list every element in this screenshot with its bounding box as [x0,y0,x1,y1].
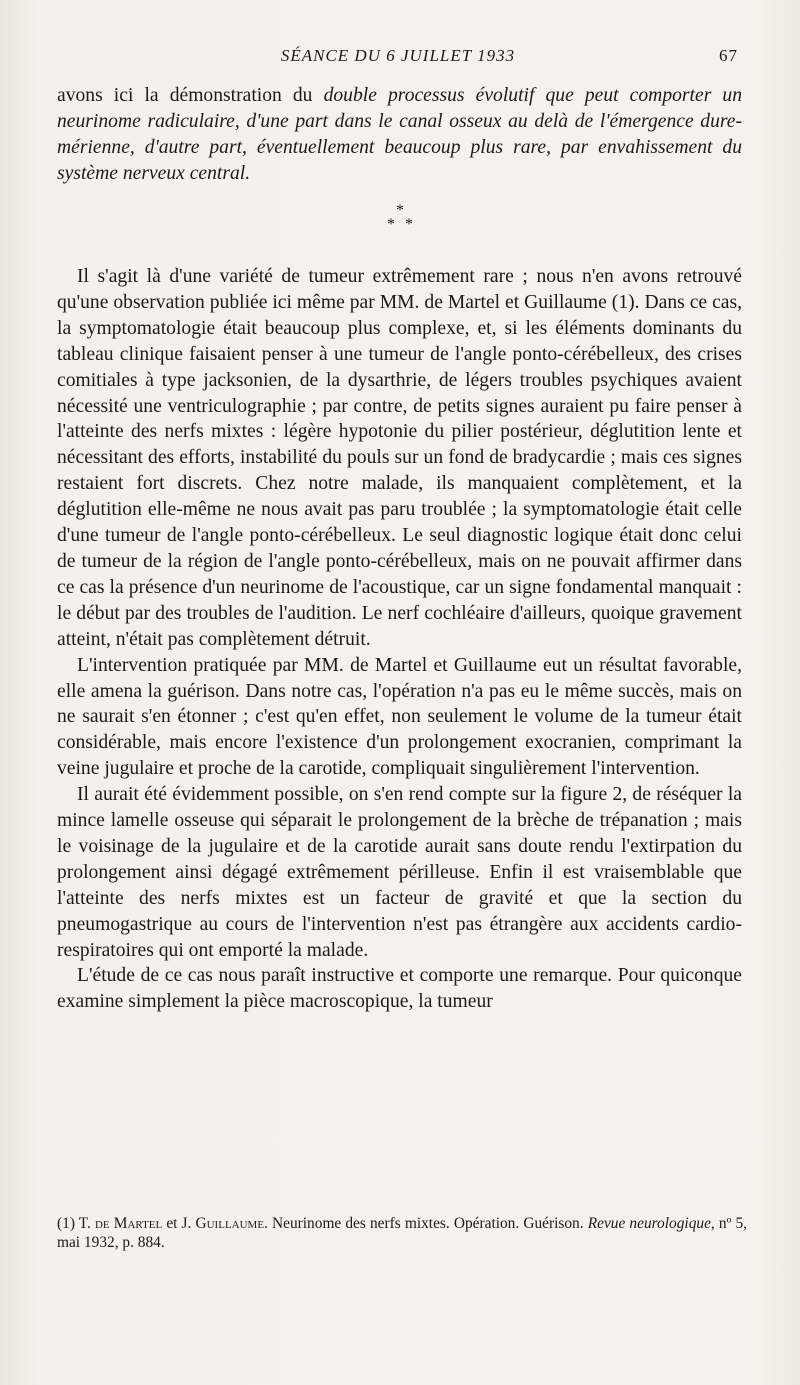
page-number: 67 [719,46,738,65]
footnote-author1-particle: de [94,1215,114,1232]
asterism-top: * [396,202,404,219]
footnote-marker: (1) T. [57,1215,95,1232]
footnote-and: et J. [162,1215,196,1232]
footnote-citation: , nº 5, mai 1932, p. 884. [57,1215,747,1251]
footnote-title: . Neurinome des nerfs mixtes. Opération. Guérison. [264,1215,584,1232]
paragraph-2: L'intervention pratiquée par MM. de Martel et Guillaume eut un résultat favorable, elle amena la guérison. Dans notre cas, l'opération n'a pas eu le même succès, mais on ne saurait s'en étonner ; c'est qu'en effet, non seulement le volume de la tumeur était considérable, mais encore l'existence d'un prolongement exocranien, comprimant la veine jugulaire et proche de la carotide, compliquait singulièrement l'intervention. [57,654,742,780]
intro-lead: avons ici la démonstration du [57,85,324,106]
intro-paragraph [57,83,742,187]
header-title: SÉANCE DU 6 JUILLET 1933 [280,46,516,65]
footnote-author2: Guillaume [195,1215,265,1232]
footnote [57,1214,747,1252]
footnote-journal: Revue neurologique [587,1215,711,1232]
running-header [58,46,738,72]
main-text [57,264,742,1015]
intro-emphasis: double processus évolutif que peut comporter un neurinome radiculaire, d'une part dans le canal osseux au delà de l'émergence dure-mérienne, d'autre part, éventuellement beaucoup plus rare, par envahissement du système nerveux central. [57,85,742,184]
paragraph-4: L'étude de ce cas nous paraît instructive et comporte une remarque. Pour quiconque examine simplement la pièce macroscopique, la tumeur [57,965,742,1013]
footnote-author1: Martel [113,1215,163,1232]
asterism-separator [0,204,800,244]
paragraph-3: Il aurait été évidemment possible, on s'en rend compte sur la figure 2, de réséquer la mince lamelle osseuse qui séparait le prolongement de la brèche de trépanation ; mais le voisinage de la jugulaire et de la carotide aurait sans doute rendu l'extirpation du prolongement ainsi dégagé extrêmement périlleuse. Enfin il est vraisemblable que l'atteinte des nerfs mixtes est un facteur de gravité et que la section du pneumogastrique au cours de l'intervention n'est pas étrangère aux accidents cardio-respiratoires qui ont emporté la malade. [57,784,742,961]
paragraph-1: Il s'agit là d'une variété de tumeur extrêmement rare ; nous n'en avons retrouvé qu'une observation publiée ici même par MM. de Martel et Guillaume (1). Dans ce cas, la symptomatologie était beaucoup plus complexe, et, si les éléments dominants du tableau clinique faisaient penser à une tumeur de l'angle ponto-cérébelleux, des crises comitiales à type jacksonien, de la dysarthrie, de légers troubles psychiques avaient nécessité une ventriculographie ; par contre, de petits signes auraient pu faire penser à l'atteinte des nerfs mixtes : légère hypotonie du pilier postérieur, déglutition lente et nécessitant des efforts, instabilité du pouls sur un fond de bradycardie ; mais ces signes restaient fort discrets. Chez notre malade, ils manquaient complètement, et la déglutition elle-même ne nous avait pas paru troublée ; la symptomatologie était celle d'une tumeur de l'angle ponto-cérébelleux. Le seul diagnostic logique était donc celui de tumeur de la région de l'angle ponto-cérébelleux, mais on ne pouvait affirmer dans ce cas la présence d'un neurinome de l'acoustique, car un signe fondamental manquait : le début par des troubles de l'audition. Le nerf cochléaire d'ailleurs, quoique gravement atteint, n'était pas complètement détruit. [57,266,742,650]
asterism-bottom: ** [387,216,423,233]
